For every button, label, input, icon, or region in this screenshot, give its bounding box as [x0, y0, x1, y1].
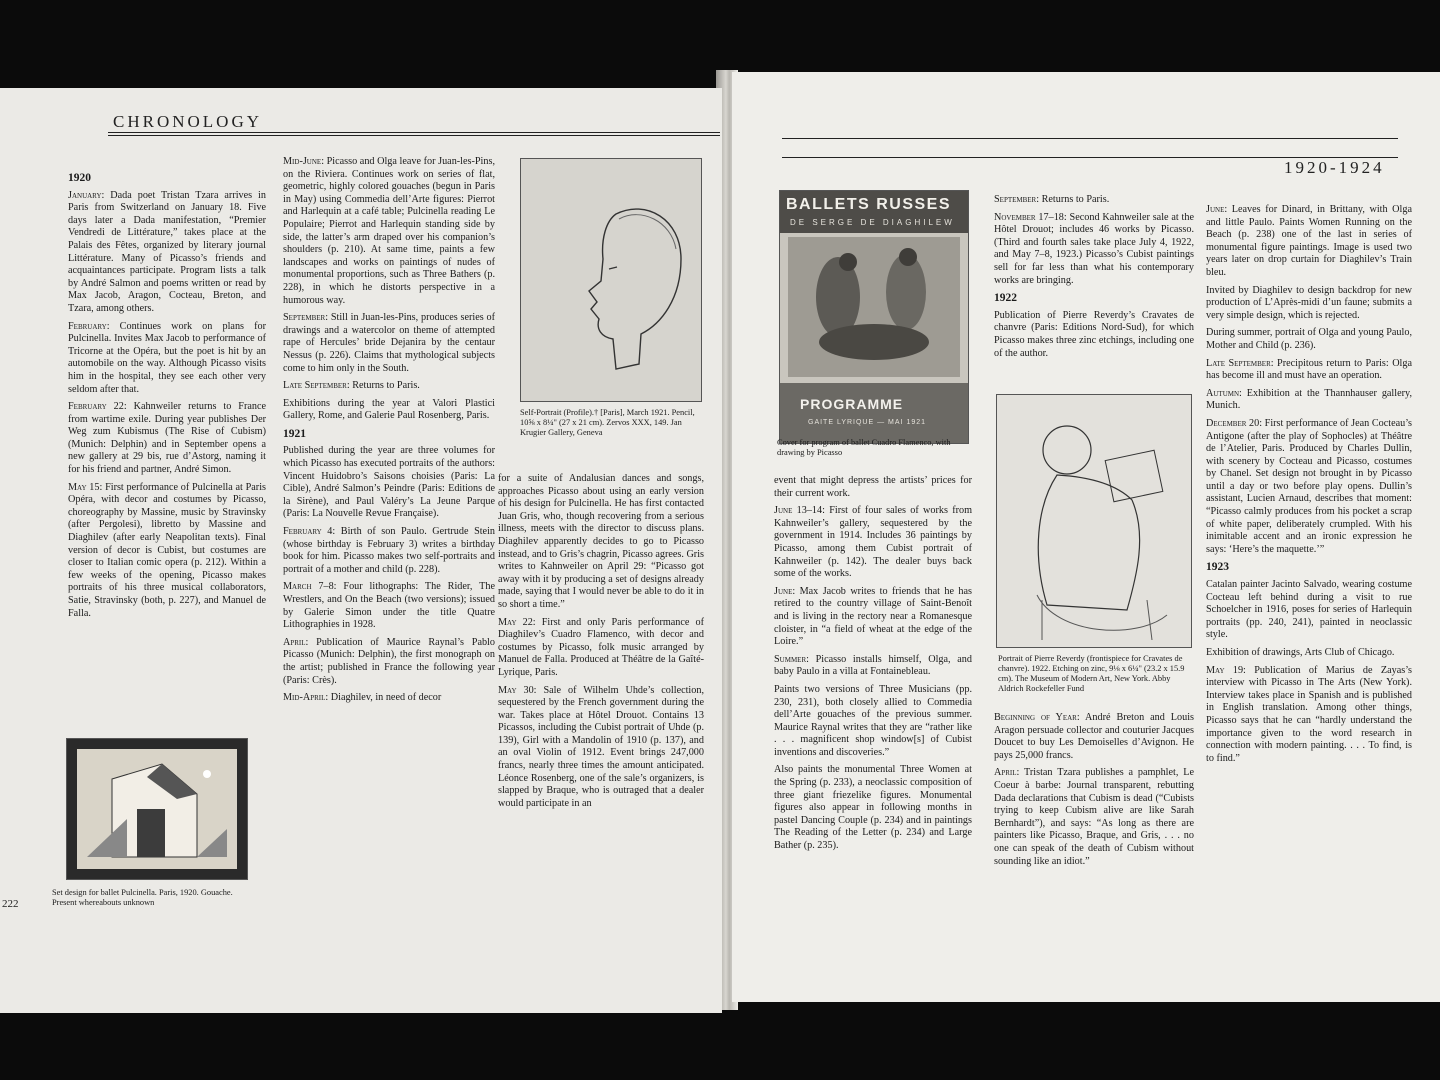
left-column-1	[68, 172, 266, 625]
entry-text: Published during the year are three volumes for which Picasso has executed portraits of the authors: Vincent Huidobro’s Saisons choisies (Paris: La Cible), André Salmon’s Peindre (Paris: Editions de la Sirène), and Paul Valéry’s La Jeune Parque (Paris: La Nouvelle Revue Française).	[283, 445, 495, 520]
entry-text: First of four sales of works from Kahnweiler’s gallery, sequestered by the government in 1914. Includes 36 paintings by Picasso, among them Cubist portrait of Kahnweiler (p. 142). The dealer buys back some of the works.	[774, 505, 973, 580]
chronology-entry	[1206, 418, 1412, 557]
entry-date: June:	[1206, 204, 1228, 215]
entry-date: February 4:	[283, 526, 336, 538]
entry-date: Mid-April:	[283, 692, 329, 704]
running-head-chronology: CHRONOLOGY	[113, 112, 262, 131]
year-heading: 1922	[994, 292, 1017, 305]
entry-date: Late September:	[1206, 357, 1274, 369]
right-page	[732, 72, 1440, 1002]
entry-text: Publication of Maurice Raynal’s Pablo Picasso (Munich: Delphin), the first monograph on the artist; published in France the following year (Paris: Crès).	[283, 636, 495, 686]
header-rule-2	[108, 135, 720, 136]
chronology-entry	[68, 482, 266, 621]
page-number: 222	[2, 898, 19, 910]
entry-text: Precipitous return to Paris: Olga has become ill and must have an operation.	[1206, 357, 1412, 382]
entry-text: Invited by Diaghilev to design backdrop for new production of L’Après-midi d’un faune; submits a very simple design, which is rejected.	[1206, 284, 1412, 321]
entry-text: Publication of Marius de Zayas’s interview with Picasso in The Arts (New York). Interview takes place in Spanish and is published in English translation. Among other things, Picasso says that he can “hardly understand the importance given to the word research in connection with modern painting. . . . To find, is to find.”	[1206, 664, 1412, 764]
entry-date: May 30:	[498, 684, 537, 696]
poster-program: PROGRAMME	[800, 396, 904, 412]
left-column-2	[283, 156, 495, 710]
entry-date: February:	[68, 320, 110, 332]
entry-date: March 7–8:	[283, 581, 337, 593]
left-column-3	[498, 473, 704, 815]
chronology-entry	[1206, 647, 1412, 660]
entry-text: Tristan Tzara publishes a pamphlet, Le Coeur à barbe: Journal transparent, rebutting Dada declarations that Cubism is dead (“Cubists trying to keep Cubism alive are like Sarah Bernhardt”), and says: “As long as there are painters like Picasso, Braque, and Gris, . . . no one can speak of the death of Cubism without sounding like an idiot.”	[994, 767, 1194, 867]
chronology-entry	[283, 380, 495, 393]
chronology-entry	[68, 321, 266, 397]
entry-text: First and only Paris performance of Diaghilev’s Cuadro Flamenco, with decor and costumes by Picasso, folk music arranged by Manuel de Falla. Produced at Théâtre de la Gaîté-Lyrique, Paris.	[498, 616, 704, 678]
entry-text: Four lithographs: The Rider, The Wrestlers, and On the Beach (two versions); issued by Galerie Simon under the title Quatre Lithographies in 1928.	[283, 581, 495, 631]
chronology-entry	[283, 445, 495, 521]
entry-text: Catalan painter Jacinto Salvado, wearing costume Cocteau left behind during a visit to rue Schoelcher in 1916, poses for series of Harlequin portraits (pp. 240, 241), painted in neoclassic style.	[1206, 579, 1412, 641]
chronology-entry	[283, 312, 495, 375]
entry-text: First performance of Jean Cocteau’s Antigone (after the play of Sophocles) at Théâtre de l’Atelier, Paris. Produced by Charles Dullin, with scenery by Cocteau and Picasso, costumes by Chanel. Set design not brought in by Picasso until a day or two before play opens. Dullin’s assistant, Lucien Arnaud, describes that moment: “Picasso calmly produces from his pocket a scrap of white paper, deliberately crumpled. With his inimitable accent and an ironic expression he says: ‘Here’s the maquette.’”	[1206, 417, 1412, 555]
entry-text: Paints two versions of Three Musicians (pp. 230, 231), both closely allied to Commedia dell’Arte gouaches of the previous summer. Maurice Raynal writes that they are “rather like . . . magnificent shop window[s] of Cubist inventions and discoveries.”	[774, 683, 972, 758]
entry-text: event that might depress the artists’ prices for their current work.	[774, 475, 972, 499]
entry-date: January:	[68, 189, 105, 201]
chronology-entry	[283, 398, 495, 423]
header-rule	[782, 138, 1398, 139]
pulcinella-set-design-image	[66, 738, 248, 880]
entry-text: Dada poet Tristan Tzara arrives in Paris from Switzerland on January 18. Five days later a Dada manifestation, “Premier Vendredi de Littérature,” takes place at the Palais des Fêtes, organized by literary journal Littérature. Many of Picasso’s friends and acquaintances participate. Program lists a talk by André Salmon and poems written or read by Max Jacob, Aragon, Cocteau, Breton, and Tzara, among others.	[68, 189, 266, 314]
entry-text: Kahnweiler returns to France from wartime exile. During year publishes Der Weg zum Kubismus (The Rise of Cubism) (Munich: Delphin) and in September opens a new gallery at 29 bis, rue d’Astorg, naming it for his friend and partner, André Simon.	[68, 401, 267, 476]
entry-text: Picasso installs himself, Olga, and baby Paulo in a villa at Fontainebleau.	[774, 653, 972, 678]
chronology-entry	[498, 685, 704, 811]
chronology-entry	[1206, 358, 1412, 383]
chronology-entry	[498, 473, 704, 612]
entry-text: for a suite of Andalusian dances and songs, approaches Picasso about using an early version of his design for Pulcinella. He has first contacted Juan Gris, who, though recovering from a serious illness, meets with the director to discuss plans. Diaghilev apparently decides to go to Picasso instead, and to Gris’s chagrin, Picasso agrees. Gris writes to Kahnweiler on April 29: “Picasso got away with it by producing a set of designs already made, saying that I would never be able to do it in so short a time.”	[498, 473, 704, 610]
entry-date: Summer:	[774, 653, 809, 665]
entry-date: Beginning of Year:	[994, 712, 1080, 723]
chronology-entry	[283, 637, 495, 687]
pulcinella-caption: Set design for ballet Pulcinella. Paris, 1920. Gouache. Present whereabouts unknown	[52, 888, 233, 907]
chronology-entry	[283, 526, 495, 576]
entry-text: Continues work on plans for Pulcinella. Invites Max Jacob to performance of Tricorne at the Opéra, but the poet is hit by an automobile on the way. Although Picasso visits him in the hospital, they see each other very seldom after that.	[68, 320, 266, 395]
entry-date: Mid-June:	[283, 156, 325, 167]
self-portrait-profile-image	[520, 158, 702, 402]
entry-date: February 22:	[68, 401, 127, 413]
entry-text: Exhibitions during the year at Valori Plastici Gallery, Rome, and Galerie Paul Rosenberg, Paris.	[283, 397, 495, 422]
year-heading: 1921	[283, 427, 306, 440]
chronology-entry	[774, 475, 972, 500]
left-page	[0, 88, 722, 1013]
entry-date: November 17–18:	[994, 211, 1067, 223]
chronology-entry	[283, 156, 495, 307]
chronology-entry	[774, 764, 972, 852]
right-column-3	[1206, 204, 1412, 770]
running-head-years: 1920-1924	[1284, 158, 1385, 177]
entry-text: First performance of Pulcinella at Paris Opéra, with decor and costumes by Picasso, choreography by Massine, music by Stravinsky (after Pergolesi), libretto by Massine and Diaghilev (after early Neapolitan texts). Final version of decor is Cubist, but costumes are closer to Italian comic opera (p. 212). Within a few weeks of the opening, Picasso makes portraits of his three musical collaborators, Satie, Stravinsky (both, p. 227), and Manuel de Falla.	[68, 481, 266, 619]
entry-date: May 19:	[1206, 664, 1246, 676]
chronology-entry	[994, 767, 1194, 868]
chronology-entry	[994, 194, 1194, 207]
entry-date: June:	[774, 585, 796, 597]
program-cover-caption: Cover for program of ballet Cuadro Flamenco, with drawing by Picasso	[777, 438, 951, 457]
entry-text: Birth of son Paulo. Gertrude Stein (whose birthday is February 3) writes a birthday book for him. Picasso makes two self-portraits and portrait of a mother and child (p. 228).	[283, 526, 496, 575]
right-column-2	[994, 194, 1194, 365]
entry-date: June 13–14:	[774, 505, 825, 517]
entry-text: Picasso and Olga leave for Juan-les-Pins, on the Riviera. Continues work on series of flat, geometric, highly colored gouaches (begun in Paris in May) using Commedia dell’Arte figures: Pierrot and Harlequin at a café table; Pulcinella reading Le Populaire; Pierrot and Harlequin standing side by side, the latter’s arm draped over his companion’s shoulders (p. 210). At same time, paints a few landscapes and works on paintings of nudes of monumental proportions, such as Three Bathers (p. 228), in which he distorts perspective in a humorous way.	[283, 156, 495, 306]
entry-text: André Breton and Louis Aragon persuade collector and couturier Jacques Doucet to buy Les Demoiselles d’Avignon. He pays 25,000 francs.	[994, 712, 1194, 761]
year-heading: 1923	[1206, 561, 1229, 574]
chronology-entry	[498, 617, 704, 680]
entry-text: Max Jacob writes to friends that he has retired to the country village of Saint-Benoît and is living in the rectory near a Romanesque cloister, in “a field of wheat at the edge of the Loire.”	[774, 585, 972, 648]
right-column-2-bottom	[994, 712, 1194, 873]
chronology-entry	[68, 190, 266, 316]
entry-text: During summer, portrait of Olga and young Paulo, Mother and Child (p. 236).	[1206, 327, 1412, 351]
chronology-entry	[1206, 579, 1412, 642]
chronology-entry	[1206, 327, 1412, 352]
header-rule	[108, 132, 720, 133]
chronology-entry	[994, 712, 1194, 762]
year-heading: 1920	[68, 172, 91, 184]
ballets-russes-program-image	[779, 190, 969, 444]
chronology-entry	[774, 654, 972, 679]
self-portrait-caption: Self-Portrait (Profile).† [Paris], March 1921. Pencil, 10⅝ x 8¼" (27 x 21 cm). Zervos XXX, 149. Jan Krugier Gallery, Geneva	[520, 408, 695, 437]
chronology-entry	[68, 401, 266, 477]
right-column-1	[774, 475, 972, 858]
chronology-entry	[283, 581, 495, 631]
chronology-entry	[774, 505, 972, 581]
chronology-entry	[283, 692, 495, 705]
entry-text: Diaghilev, in need of decor	[328, 692, 442, 704]
reverdy-portrait-image	[996, 394, 1192, 648]
entry-text: Exhibition at the Thannhauser gallery, Munich.	[1206, 387, 1412, 412]
chronology-entry	[1206, 204, 1412, 280]
reverdy-caption: Portrait of Pierre Reverdy (frontispiece for Cravates de chanvre). 1922. Etching on zinc, 9⅛ x 6¼" (23.2 x 15.9 cm). The Museum of Modern Art, New York. Abby Aldrich Rockefeller Fund	[998, 654, 1185, 693]
entry-date: September:	[283, 312, 329, 324]
entry-date: April:	[994, 767, 1020, 779]
poster-subtitle: DE SERGE DE DIAGHILEW	[790, 218, 955, 227]
entry-text: Sale of Wilhelm Uhde’s collection, sequestered by the French government during the war. Takes place at Hôtel Drouot. Contains 13 Picassos, including the Cubist portrait of Uhde (p. 139), Girl with a Mandolin of 1910 (p. 137), and an oval Violin of 1912. Event brings 247,000 francs, nearly three times the amount anticipated. Léonce Rosenberg, one of the sale’s organizers, is slapped by Braque, who is outraged that a dealer would participate in an	[498, 684, 705, 809]
chronology-entry	[994, 212, 1194, 288]
chronology-entry	[1206, 388, 1412, 413]
entry-date: Late September:	[283, 380, 350, 392]
entry-text: Still in Juan-les-Pins, produces series of drawings and a watercolor on theme of attempted rape of Hercules’ bride Dejanira by the centaur Nessus (p. 226). Claims that mythological subjects come to him only in the South.	[283, 312, 495, 374]
entry-text: Second Kahnweiler sale at the Hôtel Drouot; includes 46 works by Picasso. (Third and fourth sales take place July 4, 1922, and May 7–8, 1923.) Picasso’s Cubist paintings sell for far less than what his contemporary works are bringing.	[994, 211, 1194, 286]
entry-date: April:	[283, 636, 309, 648]
entry-text: Exhibition of drawings, Arts Club of Chicago.	[1206, 647, 1395, 658]
entry-text: Returns to Paris.	[1039, 194, 1110, 205]
entry-text: Leaves for Dinard, in Brittany, with Olga and little Paulo. Paints Women Running on the Beach (p. 238) one of the last in series of monumental figure paintings. Image is used two years later on drop curtain for Diaghilev’s Train bleu.	[1206, 204, 1412, 278]
entry-date: December 20:	[1206, 417, 1263, 429]
chronology-entry	[774, 684, 972, 760]
chronology-entry	[1206, 665, 1412, 766]
poster-venue: GAITE LYRIQUE — MAI 1921	[808, 419, 927, 426]
entry-text: Publication of Pierre Reverdy’s Cravates de chanvre (Paris: Editions Nord-Sud), for which Picasso makes three zinc etchings, including one of the author.	[994, 309, 1194, 359]
chronology-entry	[1206, 285, 1412, 323]
entry-date: May 15:	[68, 481, 103, 493]
poster-title: BALLETS RUSSES	[786, 196, 952, 213]
entry-text: Also paints the monumental Three Women at the Spring (p. 233), a neoclassic composition of three giant friezelike figures. Monumental figures also appear in following months in pastel Dancing Couple (p. 234) and in paintings The Reading of the Letter (p. 234) and Large Bather (p. 235).	[774, 764, 972, 852]
entry-text: Returns to Paris.	[349, 380, 420, 392]
entry-date: September:	[994, 194, 1040, 205]
chronology-entry	[774, 586, 972, 649]
chronology-entry	[994, 310, 1194, 360]
entry-date: May 22:	[498, 616, 536, 628]
entry-date: Autumn:	[1206, 387, 1242, 399]
